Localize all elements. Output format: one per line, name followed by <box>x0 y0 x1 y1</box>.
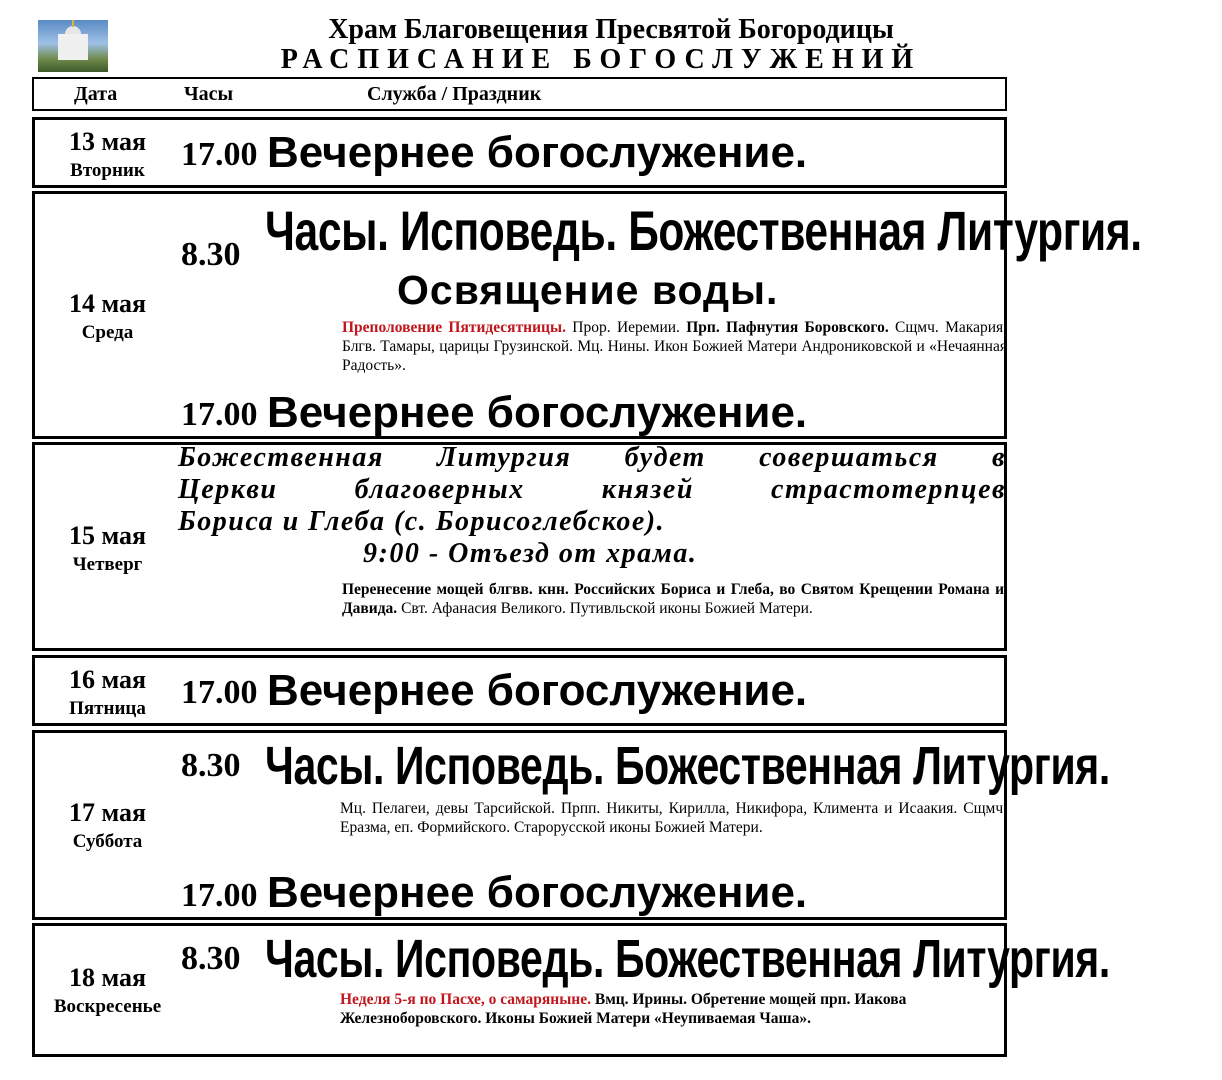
column-header-row <box>32 77 1007 111</box>
weekday-text: Среда <box>81 322 134 343</box>
date-cell <box>35 290 180 348</box>
church-name: Храм Благовещения Пресвятой Богородицы <box>328 14 894 45</box>
liturgy-announcement <box>178 442 1006 570</box>
feast-part: Вмц. Ирины. Обретение мощей прп. Иакова Железноборовского. Иконы Божией Матери «Неупиваемая Чаша». <box>340 991 907 1027</box>
feast-day-text <box>342 318 1007 375</box>
date-cell <box>35 522 180 580</box>
day-row-13 <box>32 117 1007 188</box>
column-service: Служба / Праздник <box>367 83 542 105</box>
date-text: 13 мая <box>68 127 147 156</box>
weekday-text: Воскресенье <box>53 996 162 1017</box>
weekday-text: Пятница <box>69 698 146 719</box>
feast-day-text <box>340 990 1000 1028</box>
announcement-line: Церкви благоверных князей страстотерпцев <box>178 474 1006 505</box>
date-cell <box>35 799 180 857</box>
date-cell <box>35 964 180 1022</box>
feast-day-text <box>340 799 1007 837</box>
day-row-17 <box>32 730 1110 920</box>
day-row-16 <box>32 655 1007 726</box>
feast-part: Сщмч. Макария. Блгв. Тамары, царицы Грузинской. Мц. Нины. Икон Божией Матери Андрониковской и «Нечаянная Радость». <box>342 319 1007 374</box>
weekday-text: Суббота <box>72 831 143 852</box>
service-time: 17.00 <box>181 674 258 711</box>
date-cell <box>35 128 180 186</box>
weekday-text: Вторник <box>70 160 145 181</box>
service-title: Часы. Исповедь. Божественная Литургия. <box>265 199 1142 262</box>
feast-part: Свт. Афанасия Великого. Путивльской иконы Божией Матери. <box>397 600 813 617</box>
service-title: Вечернее богослужение. <box>267 128 808 177</box>
column-hours: Часы <box>184 83 234 105</box>
announcement-line: Божественная Литургия будет совершаться в <box>178 442 1006 473</box>
service-title: Вечернее богослужение. <box>267 666 808 715</box>
service-time: 17.00 <box>181 396 258 433</box>
feast-day-text <box>342 580 1004 618</box>
service-title: Вечернее богослужение. <box>267 868 808 917</box>
service-time: 17.00 <box>181 877 258 914</box>
service-time: 8.30 <box>181 236 241 273</box>
service-title: Часы. Исповедь. Божественная Литургия. <box>265 736 1110 796</box>
service-time: 17.00 <box>181 136 258 173</box>
feast-saint: Перенесение мощей блгвв. кнн. Российских Бориса и Глеба, во Святом Крещении Романа и Давида. <box>342 581 1004 617</box>
service-time: 8.30 <box>181 747 241 784</box>
feast-part: Мц. Пелагеи, девы Тарсийской. Прпп. Никиты, Кирилла, Никифора, Климента и Исаакия. Сщмч. Еразма, еп. Формийского. Старорусской иконы Божией Матери. <box>340 800 1007 836</box>
service-time: 8.30 <box>181 940 241 977</box>
announcement-line: Бориса и Глеба (с. Борисоглебское). <box>178 506 666 537</box>
feast-highlight: Преполовение Пятидесятницы. <box>342 319 566 336</box>
date-text: 18 мая <box>68 963 147 992</box>
date-text: 16 мая <box>68 665 147 694</box>
feast-highlight: Неделя 5-я по Пасхе, о самаряныне. <box>340 991 591 1008</box>
column-date: Дата <box>74 83 118 105</box>
feast-saint: Прп. Пафнутия Боровского. <box>686 319 889 336</box>
service-subtitle: Освящение воды. <box>397 267 779 313</box>
feast-part: Прор. Иеремии. <box>565 319 687 336</box>
date-cell <box>35 666 180 724</box>
day-row-18 <box>32 923 1110 1057</box>
schedule-title: РАСПИСАНИЕ БОГОСЛУЖЕНИЙ <box>280 44 922 75</box>
weekday-text: Четверг <box>72 554 143 575</box>
service-title: Часы. Исповедь. Божественная Литургия. <box>265 929 1110 989</box>
departure-time: 9:00 - Отъезд от храма. <box>363 538 698 569</box>
date-text: 17 мая <box>68 798 147 827</box>
date-text: 15 мая <box>68 521 147 550</box>
date-text: 14 мая <box>68 289 147 318</box>
service-title: Вечернее богослужение. <box>267 388 808 437</box>
day-row-14 <box>32 191 1142 439</box>
